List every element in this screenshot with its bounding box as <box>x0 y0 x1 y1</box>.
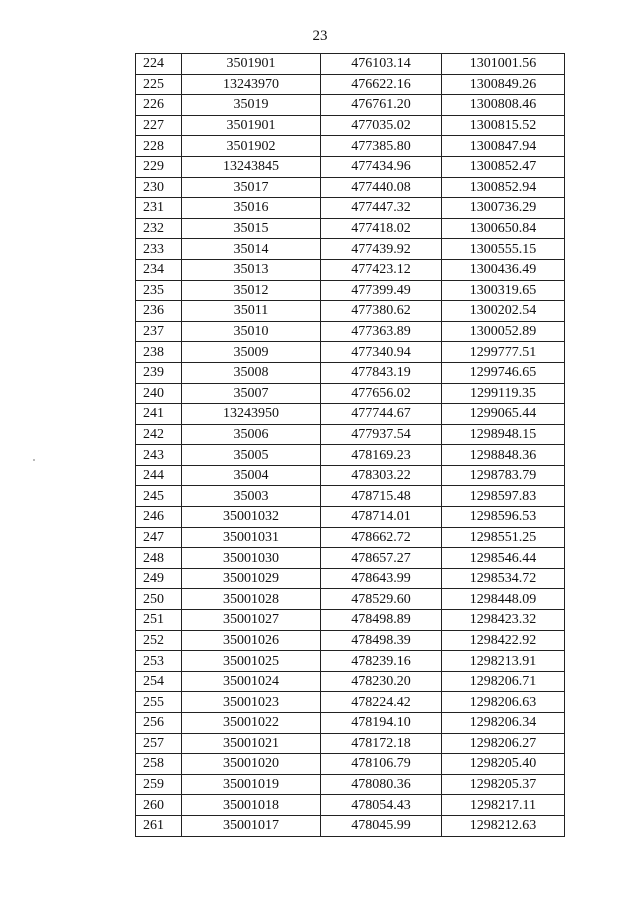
point-code-cell: 35001018 <box>182 795 321 816</box>
point-code-cell: 35014 <box>182 239 321 260</box>
table-row <box>136 198 565 219</box>
y-coordinate-cell: 1298206.71 <box>442 671 565 692</box>
point-code-cell: 13243970 <box>182 74 321 95</box>
point-code-cell: 35016 <box>182 198 321 219</box>
y-coordinate-cell: 1300650.84 <box>442 218 565 239</box>
y-coordinate-cell: 1300849.26 <box>442 74 565 95</box>
point-number-cell: 236 <box>136 301 182 322</box>
point-code-cell: 35004 <box>182 465 321 486</box>
point-number-cell: 229 <box>136 156 182 177</box>
point-code-cell: 35001027 <box>182 610 321 631</box>
y-coordinate-cell: 1298206.63 <box>442 692 565 713</box>
point-code-cell: 35019 <box>182 95 321 116</box>
x-coordinate-cell: 478643.99 <box>321 568 442 589</box>
point-code-cell: 35001017 <box>182 815 321 836</box>
y-coordinate-cell: 1298596.53 <box>442 507 565 528</box>
table-row <box>136 507 565 528</box>
point-code-cell: 3501902 <box>182 136 321 157</box>
y-coordinate-cell: 1298546.44 <box>442 548 565 569</box>
table-row <box>136 754 565 775</box>
point-code-cell: 35012 <box>182 280 321 301</box>
y-coordinate-cell: 1300808.46 <box>442 95 565 116</box>
point-code-cell: 35015 <box>182 218 321 239</box>
point-code-cell: 35013 <box>182 259 321 280</box>
y-coordinate-cell: 1300852.47 <box>442 156 565 177</box>
point-number-cell: 248 <box>136 548 182 569</box>
y-coordinate-cell: 1299746.65 <box>442 362 565 383</box>
table-row <box>136 589 565 610</box>
point-code-cell: 35007 <box>182 383 321 404</box>
table-row <box>136 362 565 383</box>
table-row <box>136 115 565 136</box>
point-number-cell: 259 <box>136 774 182 795</box>
point-code-cell: 35001029 <box>182 568 321 589</box>
table-row <box>136 342 565 363</box>
table-row <box>136 671 565 692</box>
point-code-cell: 3501901 <box>182 115 321 136</box>
table-row <box>136 321 565 342</box>
y-coordinate-cell: 1300436.49 <box>442 259 565 280</box>
table-row <box>136 218 565 239</box>
point-number-cell: 246 <box>136 507 182 528</box>
y-coordinate-cell: 1301001.56 <box>442 54 565 75</box>
x-coordinate-cell: 478714.01 <box>321 507 442 528</box>
x-coordinate-cell: 477380.62 <box>321 301 442 322</box>
x-coordinate-cell: 478224.42 <box>321 692 442 713</box>
point-number-cell: 227 <box>136 115 182 136</box>
x-coordinate-cell: 478662.72 <box>321 527 442 548</box>
x-coordinate-cell: 477937.54 <box>321 424 442 445</box>
point-number-cell: 249 <box>136 568 182 589</box>
point-code-cell: 35001023 <box>182 692 321 713</box>
y-coordinate-cell: 1300815.52 <box>442 115 565 136</box>
y-coordinate-cell: 1300847.94 <box>442 136 565 157</box>
y-coordinate-cell: 1298423.32 <box>442 610 565 631</box>
y-coordinate-cell: 1298205.40 <box>442 754 565 775</box>
x-coordinate-cell: 477434.96 <box>321 156 442 177</box>
y-coordinate-cell: 1298422.92 <box>442 630 565 651</box>
x-coordinate-cell: 477440.08 <box>321 177 442 198</box>
point-number-cell: 245 <box>136 486 182 507</box>
x-coordinate-cell: 478172.18 <box>321 733 442 754</box>
x-coordinate-cell: 477035.02 <box>321 115 442 136</box>
y-coordinate-cell: 1298783.79 <box>442 465 565 486</box>
coordinates-table-body <box>136 54 565 837</box>
table-row <box>136 815 565 836</box>
table-row <box>136 280 565 301</box>
table-row <box>136 424 565 445</box>
point-number-cell: 253 <box>136 651 182 672</box>
point-code-cell: 35001021 <box>182 733 321 754</box>
y-coordinate-cell: 1298206.34 <box>442 713 565 734</box>
x-coordinate-cell: 477447.32 <box>321 198 442 219</box>
table-row <box>136 795 565 816</box>
point-number-cell: 252 <box>136 630 182 651</box>
point-number-cell: 240 <box>136 383 182 404</box>
x-coordinate-cell: 478054.43 <box>321 795 442 816</box>
table-row <box>136 156 565 177</box>
point-code-cell: 35003 <box>182 486 321 507</box>
point-number-cell: 224 <box>136 54 182 75</box>
point-number-cell: 228 <box>136 136 182 157</box>
x-coordinate-cell: 478045.99 <box>321 815 442 836</box>
table-row <box>136 259 565 280</box>
table-row <box>136 692 565 713</box>
x-coordinate-cell: 478080.36 <box>321 774 442 795</box>
point-code-cell: 35001022 <box>182 713 321 734</box>
table-row <box>136 630 565 651</box>
x-coordinate-cell: 477656.02 <box>321 383 442 404</box>
point-code-cell: 35001026 <box>182 630 321 651</box>
table-row <box>136 136 565 157</box>
x-coordinate-cell: 477385.80 <box>321 136 442 157</box>
table-row <box>136 301 565 322</box>
table-row <box>136 486 565 507</box>
point-number-cell: 244 <box>136 465 182 486</box>
point-number-cell: 235 <box>136 280 182 301</box>
y-coordinate-cell: 1300202.54 <box>442 301 565 322</box>
point-number-cell: 243 <box>136 445 182 466</box>
point-number-cell: 231 <box>136 198 182 219</box>
x-coordinate-cell: 478657.27 <box>321 548 442 569</box>
x-coordinate-cell: 478239.16 <box>321 651 442 672</box>
x-coordinate-cell: 477418.02 <box>321 218 442 239</box>
table-row <box>136 568 565 589</box>
point-number-cell: 225 <box>136 74 182 95</box>
x-coordinate-cell: 477399.49 <box>321 280 442 301</box>
point-code-cell: 35011 <box>182 301 321 322</box>
y-coordinate-cell: 1300319.65 <box>442 280 565 301</box>
x-coordinate-cell: 477744.67 <box>321 404 442 425</box>
y-coordinate-cell: 1300852.94 <box>442 177 565 198</box>
table-row <box>136 383 565 404</box>
x-coordinate-cell: 478169.23 <box>321 445 442 466</box>
x-coordinate-cell: 476103.14 <box>321 54 442 75</box>
point-number-cell: 241 <box>136 404 182 425</box>
point-code-cell: 35001020 <box>182 754 321 775</box>
point-code-cell: 13243950 <box>182 404 321 425</box>
point-number-cell: 247 <box>136 527 182 548</box>
point-number-cell: 234 <box>136 259 182 280</box>
point-number-cell: 242 <box>136 424 182 445</box>
x-coordinate-cell: 476761.20 <box>321 95 442 116</box>
x-coordinate-cell: 477340.94 <box>321 342 442 363</box>
y-coordinate-cell: 1300052.89 <box>442 321 565 342</box>
table-row <box>136 713 565 734</box>
point-code-cell: 35006 <box>182 424 321 445</box>
point-number-cell: 258 <box>136 754 182 775</box>
x-coordinate-cell: 478303.22 <box>321 465 442 486</box>
point-code-cell: 35017 <box>182 177 321 198</box>
table-row <box>136 95 565 116</box>
x-coordinate-cell: 477423.12 <box>321 259 442 280</box>
x-coordinate-cell: 478106.79 <box>321 754 442 775</box>
table-row <box>136 774 565 795</box>
coordinates-table <box>135 53 565 837</box>
y-coordinate-cell: 1299777.51 <box>442 342 565 363</box>
y-coordinate-cell: 1298213.91 <box>442 651 565 672</box>
x-coordinate-cell: 478194.10 <box>321 713 442 734</box>
table-row <box>136 239 565 260</box>
point-number-cell: 257 <box>136 733 182 754</box>
point-code-cell: 35001030 <box>182 548 321 569</box>
point-code-cell: 35001031 <box>182 527 321 548</box>
table-row <box>136 610 565 631</box>
x-coordinate-cell: 477363.89 <box>321 321 442 342</box>
y-coordinate-cell: 1298848.36 <box>442 445 565 466</box>
point-number-cell: 239 <box>136 362 182 383</box>
table-row <box>136 548 565 569</box>
point-number-cell: 233 <box>136 239 182 260</box>
table-row <box>136 465 565 486</box>
y-coordinate-cell: 1298448.09 <box>442 589 565 610</box>
y-coordinate-cell: 1298217.11 <box>442 795 565 816</box>
x-coordinate-cell: 478715.48 <box>321 486 442 507</box>
point-number-cell: 260 <box>136 795 182 816</box>
y-coordinate-cell: 1298551.25 <box>442 527 565 548</box>
point-code-cell: 35001028 <box>182 589 321 610</box>
point-code-cell: 13243845 <box>182 156 321 177</box>
point-code-cell: 35010 <box>182 321 321 342</box>
table-row <box>136 733 565 754</box>
point-code-cell: 35001019 <box>182 774 321 795</box>
page-number: 23 <box>312 28 328 44</box>
y-coordinate-cell: 1298206.27 <box>442 733 565 754</box>
point-code-cell: 35008 <box>182 362 321 383</box>
point-number-cell: 251 <box>136 610 182 631</box>
point-code-cell: 35009 <box>182 342 321 363</box>
y-coordinate-cell: 1300555.15 <box>442 239 565 260</box>
y-coordinate-cell: 1298948.15 <box>442 424 565 445</box>
y-coordinate-cell: 1298597.83 <box>442 486 565 507</box>
point-number-cell: 237 <box>136 321 182 342</box>
point-number-cell: 226 <box>136 95 182 116</box>
point-number-cell: 256 <box>136 713 182 734</box>
point-number-cell: 255 <box>136 692 182 713</box>
table-row <box>136 74 565 95</box>
x-coordinate-cell: 476622.16 <box>321 74 442 95</box>
point-code-cell: 35001032 <box>182 507 321 528</box>
y-coordinate-cell: 1298534.72 <box>442 568 565 589</box>
y-coordinate-cell: 1299065.44 <box>442 404 565 425</box>
point-number-cell: 232 <box>136 218 182 239</box>
scan-speck <box>33 459 35 461</box>
point-number-cell: 254 <box>136 671 182 692</box>
x-coordinate-cell: 477439.92 <box>321 239 442 260</box>
x-coordinate-cell: 478498.39 <box>321 630 442 651</box>
point-number-cell: 230 <box>136 177 182 198</box>
x-coordinate-cell: 477843.19 <box>321 362 442 383</box>
point-number-cell: 261 <box>136 815 182 836</box>
point-code-cell: 35001024 <box>182 671 321 692</box>
point-code-cell: 3501901 <box>182 54 321 75</box>
table-row <box>136 445 565 466</box>
point-number-cell: 238 <box>136 342 182 363</box>
y-coordinate-cell: 1299119.35 <box>442 383 565 404</box>
table-row <box>136 651 565 672</box>
point-code-cell: 35001025 <box>182 651 321 672</box>
y-coordinate-cell: 1298212.63 <box>442 815 565 836</box>
table-row <box>136 54 565 75</box>
y-coordinate-cell: 1300736.29 <box>442 198 565 219</box>
table-row <box>136 404 565 425</box>
x-coordinate-cell: 478498.89 <box>321 610 442 631</box>
point-number-cell: 250 <box>136 589 182 610</box>
x-coordinate-cell: 478529.60 <box>321 589 442 610</box>
x-coordinate-cell: 478230.20 <box>321 671 442 692</box>
point-code-cell: 35005 <box>182 445 321 466</box>
table-row <box>136 527 565 548</box>
y-coordinate-cell: 1298205.37 <box>442 774 565 795</box>
table-row <box>136 177 565 198</box>
